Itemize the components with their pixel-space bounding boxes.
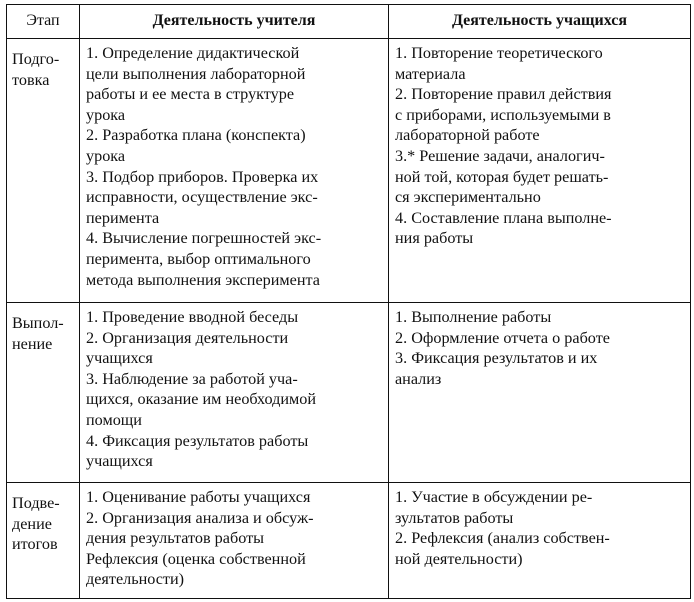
text-line: учащихся: [86, 349, 153, 368]
text-line: 2. Организация анализа и обсуж-: [86, 508, 314, 527]
text-line: 3.* Решение задачи, аналогич-: [395, 146, 605, 165]
stage-line: нение: [12, 334, 53, 353]
teacher-cell-preparation: [80, 39, 389, 303]
activity-table-container: [6, 4, 690, 598]
stage-line: Подве-: [12, 494, 60, 512]
text-line: урока: [86, 105, 126, 124]
text-line: 1. Участие в обсуждении ре-: [395, 488, 593, 506]
text-line: 2. Разработка плана (конспекта): [86, 126, 306, 145]
text-line: 1. Оценивание работы учащихся: [86, 488, 311, 506]
text-line: перимента, выбор оптимального: [86, 249, 311, 268]
teacher-cell-summary: [80, 483, 389, 599]
text-line: 1. Выполнение работы: [395, 308, 552, 326]
stage-line: Выпол-: [12, 314, 64, 332]
text-line: 3. Наблюдение за работой уча-: [86, 369, 298, 388]
text-line: 2. Оформление отчета о работе: [395, 328, 610, 347]
text-line: ния работы: [395, 229, 474, 248]
text-line: ной деятельности): [395, 549, 523, 568]
text-line: работы и ее места в структуре: [86, 85, 295, 104]
header-teacher-activity: Деятельность учителя: [80, 5, 389, 39]
table-header-row: [7, 5, 691, 39]
text-line: 4. Составление плана выполне-: [395, 208, 612, 227]
text-line: ной той, которая будет решать-: [395, 167, 609, 186]
header-student-activity: Деятельность учащихся: [389, 5, 691, 39]
stage-line: итогов: [12, 535, 58, 554]
table-row-preparation: [7, 39, 691, 303]
stage-line: Подго-: [12, 50, 60, 68]
text-line: 3. Подбор приборов. Проверка их: [86, 167, 319, 186]
stage-cell-execution: [7, 303, 80, 483]
text-line: щихся, оказание им необходимой: [86, 390, 317, 409]
text-line: дения результатов работы: [86, 529, 265, 548]
text-line: 1. Повторение теоретического: [395, 44, 603, 62]
header-stage: Этап: [7, 5, 80, 39]
text-line: перимента: [86, 208, 160, 227]
student-cell-preparation: [389, 39, 691, 303]
student-cell-summary: [389, 483, 691, 599]
text-line: 2. Повторение правил действия: [395, 85, 612, 104]
text-line: лабораторной работе: [395, 126, 540, 145]
stage-cell-preparation: [7, 39, 80, 303]
text-line: помощи: [86, 410, 142, 429]
activity-table: [6, 4, 691, 599]
text-line: ся экспериментально: [395, 188, 541, 207]
text-line: деятельности): [86, 570, 185, 589]
text-line: метода выполнения эксперимента: [86, 270, 320, 289]
student-cell-execution: [389, 303, 691, 483]
text-line: Рефлексия (оценка собственной: [86, 549, 306, 568]
text-line: исправности, осуществление экс-: [86, 188, 318, 207]
text-line: материала: [395, 64, 466, 83]
text-line: 3. Фиксация результатов и их: [395, 349, 598, 368]
table-row-summary: [7, 483, 691, 599]
stage-line: дение: [12, 514, 52, 533]
text-line: с приборами, используемыми в: [395, 105, 611, 124]
text-line: 2. Организация деятельности: [86, 328, 289, 347]
text-line: урока: [86, 146, 126, 165]
text-line: зультатов работы: [395, 508, 514, 527]
text-line: 1. Определение дидактической: [86, 44, 300, 62]
stage-cell-summary: [7, 483, 80, 599]
text-line: 4. Вычисление погрешностей экс-: [86, 229, 322, 248]
text-line: 1. Проведение вводной беседы: [86, 308, 299, 326]
teacher-cell-execution: [80, 303, 389, 483]
text-line: 4. Фиксация результатов работы: [86, 431, 309, 450]
text-line: 2. Рефлексия (анализ собствен-: [395, 529, 610, 548]
text-line: цели выполнения лабораторной: [86, 64, 306, 83]
text-line: анализ: [395, 369, 442, 388]
text-line: учащихся: [86, 452, 153, 471]
table-row-execution: [7, 303, 691, 483]
stage-line: товка: [12, 70, 50, 89]
